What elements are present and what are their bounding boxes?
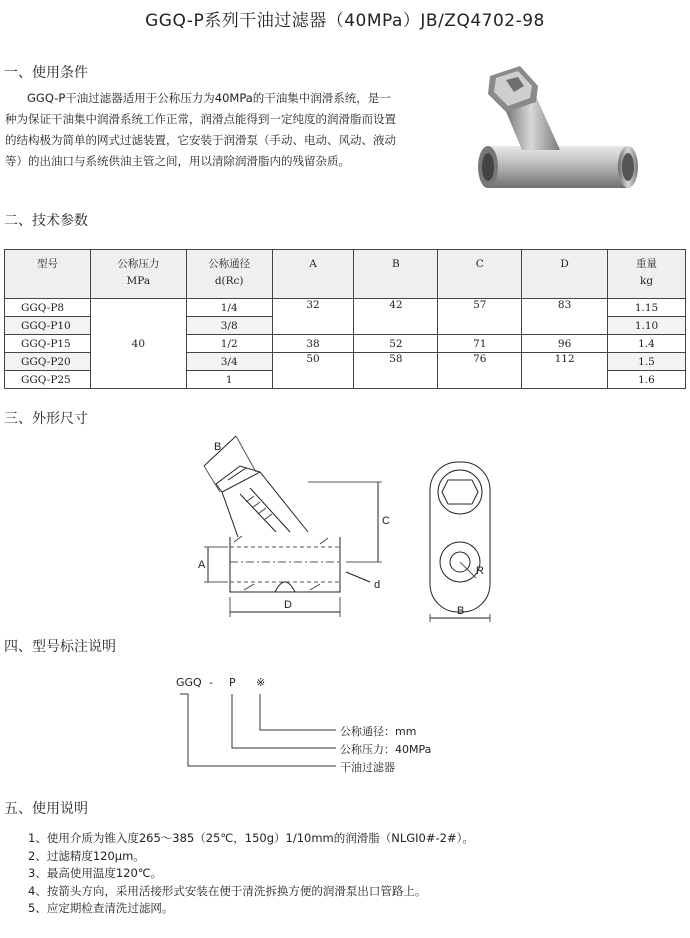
paragraph-line: 等）的出油口与系统供油主管之间，用以清除润滑脂内的残留杂质。 bbox=[5, 154, 350, 168]
instruction-item: 4、按箭头方向，采用活接形式安装在便于清洗拆换方便的润滑泵出口管路上。 bbox=[28, 883, 427, 898]
dim-label-c: C bbox=[382, 515, 390, 527]
instruction-item: 5、应定期检查清洗过滤网。 bbox=[28, 901, 174, 915]
section-heading-tech-params: 二、技术参数 bbox=[4, 213, 88, 229]
legend-bore: 公称通径：mm bbox=[340, 725, 417, 738]
col-header-model: 型号 bbox=[5, 250, 91, 299]
dim-d-cell: 83 bbox=[522, 299, 608, 335]
model-cell: GGQ-P8 bbox=[5, 299, 91, 317]
paragraph-line: GGQ-P干油过滤器适用于公称压力为40MPa的干油集中润滑系统，是一 bbox=[27, 91, 391, 105]
table-row bbox=[5, 299, 686, 317]
dim-d-cell: 112 bbox=[522, 353, 608, 389]
paragraph-line: 种为保证干油集中润滑系统工作正常，润滑点能得到一定纯度的润滑脂而设置 bbox=[5, 112, 396, 126]
legend-filter: 干油过滤器 bbox=[340, 761, 395, 774]
model-cell: GGQ-P20 bbox=[5, 353, 91, 371]
model-cell: GGQ-P15 bbox=[5, 335, 91, 353]
table-header-row bbox=[5, 250, 686, 299]
dim-label-r: R bbox=[476, 565, 484, 577]
weight-cell: 1.6 bbox=[608, 371, 686, 389]
bore-cell: 1 bbox=[186, 371, 272, 389]
dim-c-cell: 71 bbox=[438, 335, 522, 353]
dim-d-cell: 96 bbox=[522, 335, 608, 353]
col-header-bore: 公称通径 d(Rc) bbox=[186, 250, 272, 299]
dim-b-cell: 52 bbox=[354, 335, 438, 353]
dim-a-cell: 32 bbox=[272, 299, 354, 335]
dim-label-b: B bbox=[214, 441, 222, 453]
tech-params-table bbox=[4, 249, 686, 389]
code-part-symbol: ※ bbox=[256, 676, 266, 689]
bore-cell: 1/2 bbox=[186, 335, 272, 353]
usage-conditions-paragraph bbox=[5, 88, 435, 172]
col-header-weight: 重量 kg bbox=[608, 250, 686, 299]
filter-product-photo bbox=[462, 58, 660, 208]
instruction-item: 2、过滤精度120μm。 bbox=[28, 848, 145, 863]
col-header-c: C bbox=[438, 250, 522, 299]
dim-label-b-end: B bbox=[457, 605, 465, 617]
weight-cell: 1.15 bbox=[608, 299, 686, 317]
bore-cell: 3/4 bbox=[186, 353, 272, 371]
notation-leader-lines bbox=[176, 692, 346, 772]
model-cell: GGQ-P10 bbox=[5, 317, 91, 335]
dim-label-a: A bbox=[198, 559, 206, 571]
section-heading-instructions: 五、使用说明 bbox=[4, 801, 88, 817]
col-header-pressure: 公称压力 MPa bbox=[90, 250, 186, 299]
col-header-d: D bbox=[522, 250, 608, 299]
dim-c-cell: 76 bbox=[438, 353, 522, 389]
code-part-ggq: GGQ bbox=[176, 676, 202, 689]
paragraph-line: 的结构极为简单的网式过滤装置，它安装于润滑泵（手动、电动、风动、液动 bbox=[5, 133, 396, 147]
dim-b-cell: 42 bbox=[354, 299, 438, 335]
page-title: GGQ-P系列干油过滤器（40MPa）JB/ZQ4702-98 bbox=[145, 11, 545, 31]
instruction-item: 3、最高使用温度120℃。 bbox=[28, 866, 163, 880]
dimension-drawing bbox=[180, 432, 510, 622]
dim-label-small-d: d bbox=[374, 579, 381, 591]
section-heading-dimensions: 三、外形尺寸 bbox=[4, 411, 88, 427]
dim-c-cell: 57 bbox=[438, 299, 522, 335]
weight-cell: 1.5 bbox=[608, 353, 686, 371]
bore-cell: 3/8 bbox=[186, 317, 272, 335]
section-heading-usage-conditions: 一、使用条件 bbox=[4, 65, 88, 81]
col-header-a: A bbox=[272, 250, 354, 299]
dim-label-d: D bbox=[284, 599, 292, 611]
col-header-b: B bbox=[354, 250, 438, 299]
section-heading-model-notation: 四、型号标注说明 bbox=[4, 639, 116, 655]
legend-pressure: 公称压力：40MPa bbox=[340, 743, 432, 756]
dim-a-cell: 38 bbox=[272, 335, 354, 353]
weight-cell: 1.4 bbox=[608, 335, 686, 353]
weight-cell: 1.10 bbox=[608, 317, 686, 335]
instructions-list bbox=[28, 830, 474, 918]
instruction-item: 1、使用介质为锥入度265～385（25℃，150g）1/10mm的润滑脂（NLGI0#-2#）。 bbox=[28, 831, 474, 845]
code-part-dash: - bbox=[209, 676, 213, 689]
pressure-cell: 40 bbox=[90, 299, 186, 389]
dim-b-cell: 58 bbox=[354, 353, 438, 389]
dim-a-cell: 50 bbox=[272, 353, 354, 389]
code-part-p: P bbox=[229, 676, 236, 689]
bore-cell: 1/4 bbox=[186, 299, 272, 317]
model-cell: GGQ-P25 bbox=[5, 371, 91, 389]
